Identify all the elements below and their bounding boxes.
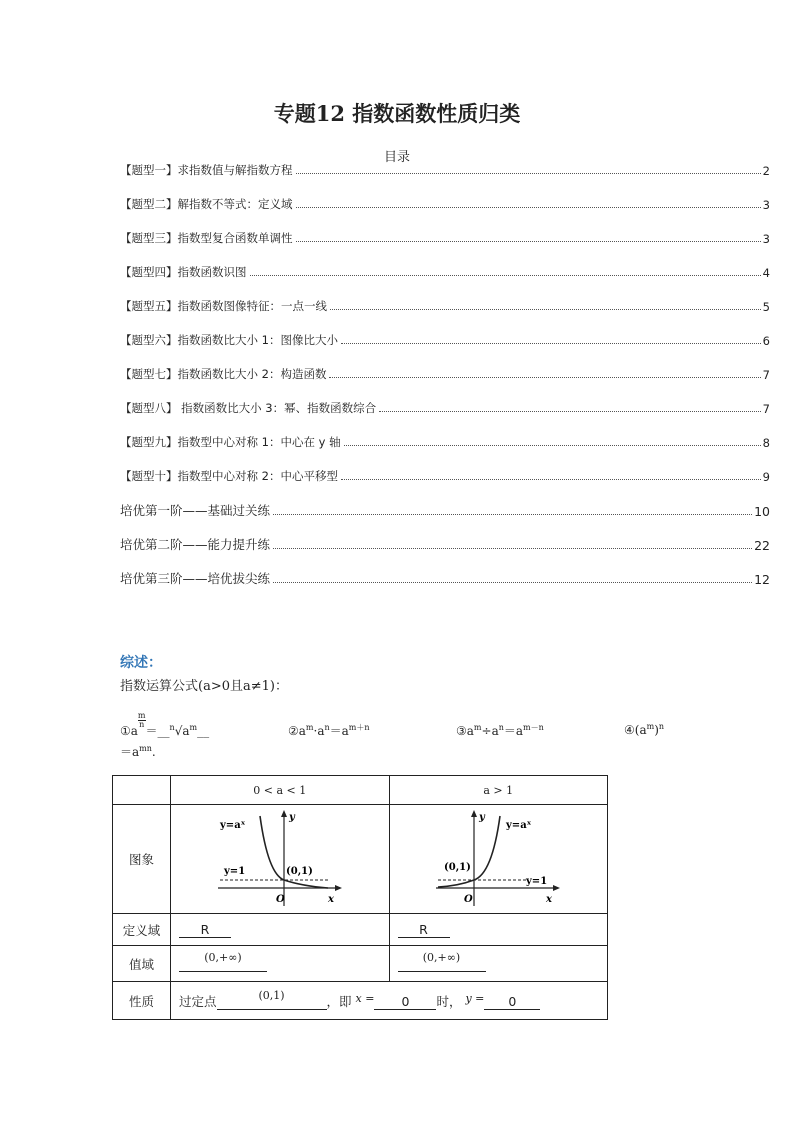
toc-leader [330,309,761,310]
formula-1: ①a $\frac{m}{n}$ $=\_\_^n√a^m\_\_$ [120,711,210,738]
toc-entry-label: 培优第二阶——能力提升练 [120,537,271,552]
formula-2: $②a^m\cdot a^n=a^{m+n}$ [288,723,370,738]
row-header-domain: 定义域 [113,914,171,946]
fixed-point-blank: (0,1) [217,994,327,1010]
y-value-blank: 0 [484,994,540,1010]
y-axis-label: y [288,811,295,823]
toc-leader [296,173,761,174]
row-header-graph: 图象 [113,805,171,914]
domain-cell-1 [171,914,390,946]
range-value: (0,+∞) [398,956,486,972]
domain-value: R [398,922,450,938]
toc-entry[interactable] [120,501,770,519]
domain-cell-2 [389,914,608,946]
toc-entry-label: 【题型七】指数函数比大小 2：构造函数 [120,367,327,381]
toc-entry-page: 4 [762,266,770,280]
decreasing-exponential-graph [210,806,350,910]
row-header-range: 值域 [113,946,171,982]
toc-leader [296,241,761,242]
formula-intro: 指数运算公式(a>0且a≠1)： [120,679,288,694]
graph-increasing-cell [389,805,608,914]
toc-entry[interactable] [120,364,770,382]
toc-leader [296,207,761,208]
origin-label: O [464,893,473,905]
fraction-exponent: $\frac{m}{n}$ [137,711,146,729]
toc-entry-label: 【题型一】求指数值与解指数方程 [120,163,293,177]
toc-entry[interactable] [120,432,770,450]
toc-entry[interactable] [120,262,770,280]
toc-entry-label: 【题型二】解指数不等式：定义域 [120,197,293,211]
column-header-a-greater-1: a > 1 [389,776,608,805]
toc-entry-page: 7 [762,402,770,416]
toc-entry-page: 5 [762,300,770,314]
line-label: y=1 [223,865,245,877]
increasing-exponential-graph [428,806,568,910]
toc-leader [250,275,761,276]
toc-entry-label: 【题型八】 指数函数比大小 3：幂、指数函数综合 [120,401,377,415]
toc-entry-label: 【题型三】指数型复合函数单调性 [120,231,293,245]
toc-entry[interactable] [120,398,770,416]
toc-leader [344,445,761,446]
toc-leader [341,479,761,480]
toc-entry-page: 7 [762,368,770,382]
toc-entry-label: 培优第三阶——培优拔尖练 [120,571,271,586]
point-label: (0,1) [444,861,472,873]
column-header-a-less-1: 0 < a < 1 [171,776,390,805]
x-axis-label: x [327,893,334,905]
y-axis-label: y [479,811,486,823]
toc-entry-label: 【题型六】指数函数比大小 1：图像比大小 [120,333,338,347]
toc-entry-page: 3 [762,198,770,212]
summary-heading: 综述： [120,655,162,671]
x-axis-label: x [546,893,553,905]
toc-entry[interactable] [120,194,770,212]
toc-entry[interactable] [120,296,770,314]
toc-entry-page: 9 [762,470,770,484]
line-label: y=1 [526,875,548,887]
toc-entry-label: 培优第一阶——基础过关练 [120,503,271,518]
toc-entry[interactable] [120,535,770,553]
toc-entry-page: 8 [762,436,770,450]
toc-entry[interactable] [120,466,770,484]
toc-leader [341,343,761,344]
property-cell: 过定点 (0,1) ，即 x = 0 时， y = 0 [171,982,608,1020]
origin-label: O [275,893,285,905]
toc-entry-page: 10 [754,504,770,519]
curve-label: y=aˣ [506,819,532,831]
toc-entry-label: 【题型五】指数函数图像特征：一点一线 [120,299,327,313]
toc-entry-label: 【题型四】指数函数识图 [120,265,247,279]
toc-entry-page: 6 [762,334,770,348]
range-cell-2 [389,946,608,982]
toc-leader [379,411,761,412]
row-header-property: 性质 [113,982,171,1020]
page-title: 专题12 指数函数性质归类 [273,101,521,126]
toc-entry[interactable] [120,228,770,246]
root-sign: √a [174,724,190,738]
toc-heading: 目录 [383,150,410,165]
exponential-properties-table [112,775,608,1020]
graph-decreasing-cell [171,805,390,914]
formula-4: $④(a^m)^n$ [624,722,665,737]
toc-leader [273,514,752,515]
toc-entry-page: 22 [754,538,770,553]
toc-leader [329,377,760,378]
x-value-blank: 0 [374,994,436,1010]
toc-entry[interactable] [120,160,770,178]
toc-leader [273,582,752,583]
formula-4-continued: $=a^{mn}$. [120,744,156,759]
toc-entry-label: 【题型九】指数型中心对称 1：中心在 y 轴 [120,435,341,449]
toc-entry[interactable] [120,330,770,348]
formula-3: $③a^m\div a^n=a^{m-n}$ [456,723,544,738]
domain-value: R [179,922,231,938]
toc-entry-page: 12 [754,572,770,587]
toc-entry[interactable] [120,569,770,587]
toc-entry-label: 【题型十】指数型中心对称 2：中心平移型 [120,469,338,483]
toc-leader [273,548,752,549]
range-cell-1 [171,946,390,982]
curve-label: y=aˣ [219,819,246,831]
toc-entry-page: 3 [762,232,770,246]
point-label: (0,1) [285,865,313,877]
toc-entry-page: 2 [762,164,770,178]
range-value: (0,+∞) [179,956,267,972]
